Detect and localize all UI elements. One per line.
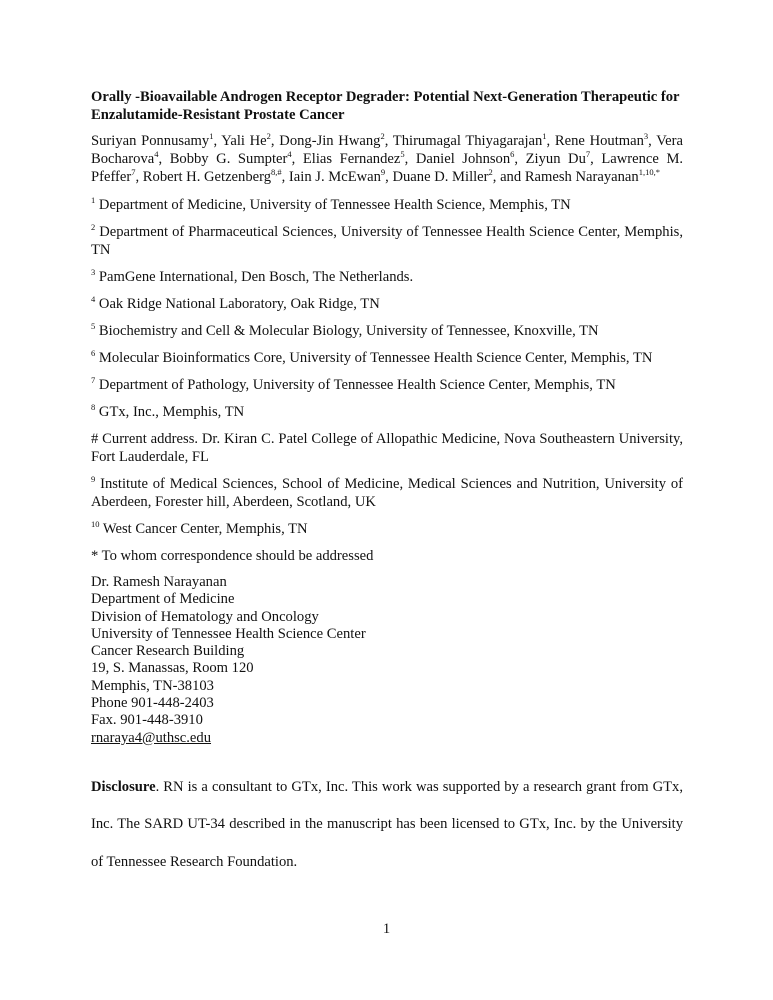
author-name: Daniel Johnson <box>415 151 511 167</box>
author-affiliation-marker: 3 <box>643 131 649 141</box>
correspondence-line: Division of Hematology and Oncology <box>91 608 319 625</box>
disclosure-heading: Disclosure <box>91 778 156 795</box>
disclosure-statement <box>91 769 683 882</box>
author-affiliation-marker: 2 <box>488 167 493 177</box>
author-affiliation-marker: 5 <box>400 149 405 159</box>
page-number: 1 <box>382 921 391 937</box>
affiliation-item <box>91 223 683 259</box>
correspondence-line: Memphis, TN-38103 <box>91 677 214 694</box>
affiliation-text: West Cancer Center, Memphis, TN <box>99 521 308 537</box>
correspondence-line: Department of Medicine <box>91 591 235 608</box>
affiliation-marker: 9 <box>91 474 96 484</box>
affiliation-item <box>91 376 683 394</box>
author-name: Vera Bocharova <box>91 133 683 167</box>
author-name: Iain J. McEwan <box>288 169 381 185</box>
author-list: Suriyan Ponnusamy$^1$, Yali He$^2$, Dong-Jin Hwang$^2$, Thirumagal Thiyagarajan$^1$, Rene Houtman$^3$, Vera Bocharova$^4$, Bobby G. Sumpter$^4$, Elias Fernandez$^5$, Daniel Johnson$^6$, Ziyun Du$^7$, Lawrence M. Pfeffer$^7$, Robert H. Getzenberg$^{8,\#}$, Iain J. McEwan$^9$, Duane D. Miller$^2$, and Ramesh Narayanan$^{1,10,*}$ <box>91 131 684 185</box>
author-name: Ziyun Du <box>525 151 586 167</box>
affiliation-item <box>91 295 683 313</box>
author-affiliation-marker: 4 <box>154 149 159 159</box>
affiliation-item <box>91 430 683 466</box>
affiliation-marker: 8 <box>91 402 96 412</box>
paper-page <box>91 88 683 881</box>
affiliation-text: Oak Ridge National Laboratory, Oak Ridge, TN <box>95 296 380 312</box>
affiliation-item <box>91 196 683 214</box>
author-name: Elias Fernandez <box>302 151 401 167</box>
affiliation-item <box>91 403 683 421</box>
affiliation-text: * To whom correspondence should be addressed <box>91 548 374 564</box>
author-affiliation-marker: 6 <box>510 149 515 159</box>
affiliation-item <box>91 520 683 538</box>
author-name: Rene Houtman <box>554 133 644 149</box>
author-name: Thirumagal Thiyagarajan <box>392 133 543 149</box>
affiliation-item <box>91 268 683 286</box>
affiliation-list <box>91 196 683 565</box>
affiliation-item <box>91 349 683 367</box>
affiliation-text: PamGene International, Den Bosch, The Netherlands. <box>95 269 414 285</box>
affiliation-item <box>91 547 683 565</box>
affiliation-marker: 10 <box>91 519 100 529</box>
affiliation-item <box>91 475 683 511</box>
author-affiliation-marker: 1 <box>209 131 214 141</box>
affiliation-marker: 7 <box>91 375 96 385</box>
disclosure-text: . RN is a consultant to GTx, Inc. This work was supported by a research grant from GTx, Inc. The SARD UT-34 described in the manuscript has been licensed to GTx, Inc. by the University of Tennessee Research Foundation. <box>91 778 683 870</box>
correspondence-line: Cancer Research Building <box>91 643 245 660</box>
author-name: Duane D. Miller <box>392 169 489 185</box>
affiliation-text: Department of Pathology, University of Tennessee Health Science Center, Memphis, TN <box>95 377 616 393</box>
affiliation-marker: 2 <box>91 222 96 232</box>
author-affiliation-marker: 9 <box>380 167 386 177</box>
correspondence-line: Fax. 901-448-3910 <box>91 712 203 729</box>
correspondence-line: 19, S. Manassas, Room 120 <box>91 660 254 677</box>
affiliation-marker: 1 <box>91 195 96 205</box>
author-affiliation-marker: 7 <box>585 149 591 159</box>
affiliation-marker: 3 <box>91 267 96 277</box>
author-affiliation-marker: 1,10,* <box>638 167 660 177</box>
correspondence-line: Dr. Ramesh Narayanan <box>91 574 227 590</box>
correspondence-line: University of Tennessee Health Science Center <box>91 625 366 642</box>
author-name: Suriyan Ponnusamy <box>91 133 210 149</box>
affiliation-marker: 6 <box>91 348 96 358</box>
correspondence-block <box>91 574 683 747</box>
author-affiliation-marker: 1 <box>542 131 547 141</box>
author-affiliation-marker: 4 <box>287 149 292 159</box>
paper-title: Orally -Bioavailable Androgen Receptor Degrader: Potential Next-Generation Therapeutic for Enzalutamide-Resistant Prostate Cancer <box>91 89 680 123</box>
affiliation-item <box>91 322 683 340</box>
affiliation-text: Institute of Medical Sciences, School of Medicine, Medical Sciences and Nutrition, University of Aberdeen, Forester hill, Aberdeen, Scotland, UK <box>91 476 683 510</box>
affiliation-text: GTx, Inc., Memphis, TN <box>95 404 245 420</box>
author-name: Bobby G. Sumpter <box>169 151 288 167</box>
affiliation-text: Molecular Bioinformatics Core, University of Tennessee Health Science Center, Memphis, TN <box>95 350 653 366</box>
author-name: Ramesh Narayanan <box>524 169 639 185</box>
affiliation-text: Department of Pharmaceutical Sciences, University of Tennessee Health Science Center, Memphis, TN <box>91 224 683 258</box>
author-name: Lawrence M. Pfeffer <box>91 151 684 185</box>
author-name: Robert H. Getzenberg <box>142 169 271 185</box>
affiliation-marker: 5 <box>91 321 96 331</box>
author-affiliation-marker: 2 <box>266 131 271 141</box>
affiliation-text: Department of Medicine, University of Tennessee Health Science, Memphis, TN <box>95 197 571 213</box>
author-affiliation-marker: 7 <box>131 167 136 177</box>
author-name: Yali He <box>221 133 267 149</box>
affiliation-marker: 4 <box>91 294 96 304</box>
correspondence-line: Phone 901-448-2403 <box>91 695 214 712</box>
author-affiliation-marker: 2 <box>380 131 385 141</box>
email-link[interactable]: rnaraya4@uthsc.edu <box>91 729 212 746</box>
affiliation-text: # Current address. Dr. Kiran C. Patel College of Allopathic Medicine, Nova Southeastern University, Fort Lauderdale, FL <box>91 431 683 465</box>
author-affiliation-marker: 8,# <box>271 167 282 177</box>
affiliation-text: Biochemistry and Cell & Molecular Biology, University of Tennessee, Knoxville, TN <box>95 323 599 339</box>
author-name: Dong-Jin Hwang <box>279 133 381 149</box>
